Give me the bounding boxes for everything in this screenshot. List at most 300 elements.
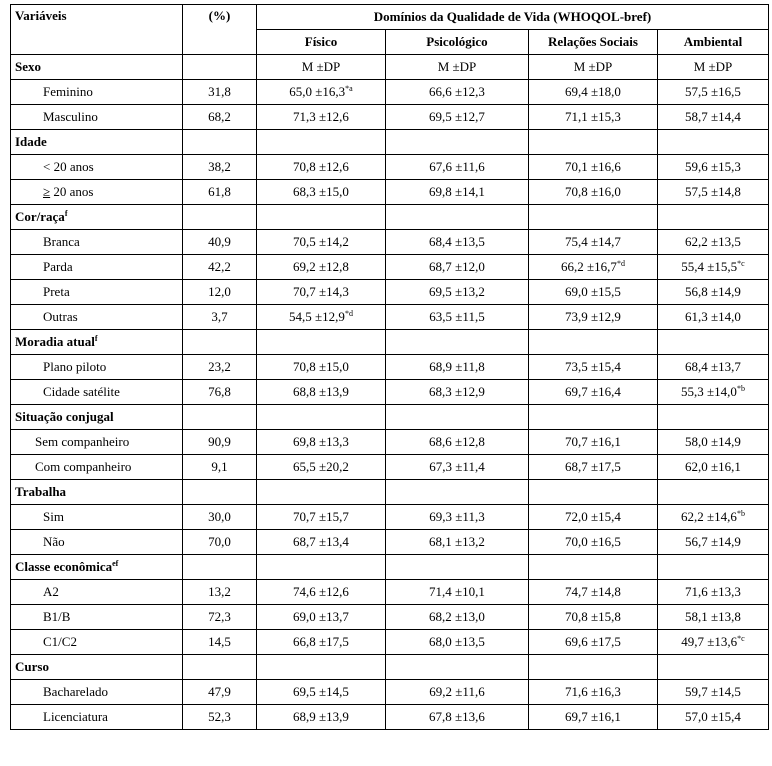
group-title-cell xyxy=(11,655,183,680)
group-title-cell xyxy=(11,480,183,505)
group-title-cell xyxy=(11,205,183,230)
mean-sd-value: 58,1 ±13,8 xyxy=(685,609,741,624)
mean-sd-cell xyxy=(529,605,658,630)
empty-cell xyxy=(257,205,386,230)
mean-sd-cell xyxy=(658,380,769,405)
mean-sd-cell xyxy=(529,280,658,305)
mean-sd-cell xyxy=(529,455,658,480)
significance-mark: *a xyxy=(345,84,353,93)
table-row xyxy=(11,305,769,330)
empty-cell xyxy=(658,405,769,430)
empty-cell xyxy=(257,555,386,580)
percent-cell: 68,2 xyxy=(183,105,257,130)
group-title: Classe econômica xyxy=(15,559,113,574)
mean-sd-value: 56,8 ±14,9 xyxy=(685,284,741,299)
percent-cell: 9,1 xyxy=(183,455,257,480)
mean-sd-value: 69,6 ±17,5 xyxy=(565,634,621,649)
mean-sd-value: 69,5 ±13,2 xyxy=(429,284,485,299)
mean-sd-cell xyxy=(386,105,529,130)
table-row xyxy=(11,230,769,255)
mean-sd-value: 69,8 ±13,3 xyxy=(293,434,349,449)
mean-sd-cell xyxy=(658,680,769,705)
mean-sd-value: 73,5 ±15,4 xyxy=(565,359,621,374)
mean-sd-cell xyxy=(257,455,386,480)
mean-sd-cell xyxy=(386,705,529,730)
table-row xyxy=(11,680,769,705)
mean-sd-value: 75,4 ±14,7 xyxy=(565,234,621,249)
mean-sd-value: 68,9 ±11,8 xyxy=(429,359,485,374)
ge-symbol: ≥ xyxy=(43,184,51,199)
mean-sd-cell xyxy=(386,430,529,455)
table-row xyxy=(11,380,769,405)
percent-cell: 42,2 xyxy=(183,255,257,280)
empty-cell xyxy=(257,480,386,505)
mean-sd-value: 68,3 ±15,0 xyxy=(293,184,349,199)
mean-sd-value: 70,8 ±12,6 xyxy=(293,159,349,174)
mean-sd-value: 68,6 ±12,8 xyxy=(429,434,485,449)
group-footnote-mark: ef xyxy=(112,559,119,568)
mean-sd-cell xyxy=(386,580,529,605)
mean-sd-cell xyxy=(257,105,386,130)
table-row xyxy=(11,255,769,280)
row-label-cell xyxy=(11,80,183,105)
table-row xyxy=(11,605,769,630)
mean-sd-value: 57,5 ±16,5 xyxy=(685,84,741,99)
mean-sd-value: 55,3 ±14,0 xyxy=(681,384,737,399)
mean-sd-value: 68,7 ±12,0 xyxy=(429,259,485,274)
mean-sd-cell xyxy=(658,255,769,280)
header-row-1 xyxy=(11,5,769,30)
row-label: Sem companheiro xyxy=(35,434,130,449)
row-label: Outras xyxy=(43,309,78,324)
mean-sd-value: 62,2 ±13,5 xyxy=(685,234,741,249)
table-row xyxy=(11,580,769,605)
mean-sd-value: 69,4 ±18,0 xyxy=(565,84,621,99)
mean-sd-value: 69,8 ±14,1 xyxy=(429,184,485,199)
group-header-row xyxy=(11,555,769,580)
percent-cell: 61,8 xyxy=(183,180,257,205)
row-label-cell xyxy=(11,505,183,530)
row-label: C1/C2 xyxy=(43,634,77,649)
row-label-cell xyxy=(11,705,183,730)
row-label: Plano piloto xyxy=(43,359,107,374)
mean-sd-value: 68,2 ±13,0 xyxy=(429,609,485,624)
empty-cell xyxy=(529,330,658,355)
group-title: Idade xyxy=(15,134,47,149)
mean-sd-cell xyxy=(257,580,386,605)
table-row xyxy=(11,155,769,180)
mean-sd-cell xyxy=(257,155,386,180)
mean-sd-value: 70,7 ±16,1 xyxy=(565,434,621,449)
percent-cell: 40,9 xyxy=(183,230,257,255)
mean-sd-cell xyxy=(658,455,769,480)
percent-cell: 12,0 xyxy=(183,280,257,305)
mean-sd-value: 68,4 ±13,5 xyxy=(429,234,485,249)
mean-sd-value: 66,2 ±16,7 xyxy=(561,259,617,274)
table-row xyxy=(11,530,769,555)
mean-sd-cell xyxy=(257,530,386,555)
row-label-cell xyxy=(11,305,183,330)
mean-sd-cell xyxy=(257,180,386,205)
mean-sd-cell xyxy=(658,105,769,130)
mean-sd-value: 68,8 ±13,9 xyxy=(293,384,349,399)
row-label: B1/B xyxy=(43,609,71,624)
mean-sd-cell xyxy=(257,380,386,405)
mean-sd-cell xyxy=(386,255,529,280)
mean-sd-cell xyxy=(529,430,658,455)
mean-sd-cell xyxy=(529,530,658,555)
mean-sd-cell xyxy=(529,705,658,730)
mean-sd-value: 69,0 ±13,7 xyxy=(293,609,349,624)
mean-sd-cell xyxy=(257,680,386,705)
mean-sd-cell xyxy=(529,155,658,180)
mean-sd-value: 58,7 ±14,4 xyxy=(685,109,741,124)
mean-sd-cell xyxy=(386,230,529,255)
empty-cell xyxy=(386,330,529,355)
percent-cell: 13,2 xyxy=(183,580,257,605)
significance-mark: *b xyxy=(736,509,745,518)
table-row xyxy=(11,630,769,655)
mean-sd-cell xyxy=(658,605,769,630)
table-body xyxy=(11,5,769,730)
mean-sd-cell xyxy=(529,305,658,330)
group-header-row xyxy=(11,130,769,155)
mean-sd-value: 71,3 ±12,6 xyxy=(293,109,349,124)
mean-sd-value: 69,5 ±14,5 xyxy=(293,684,349,699)
mean-sd-value: 71,6 ±16,3 xyxy=(565,684,621,699)
row-label: Masculino xyxy=(43,109,98,124)
table-row xyxy=(11,705,769,730)
mean-sd-value: 69,0 ±15,5 xyxy=(565,284,621,299)
significance-mark: *d xyxy=(344,309,353,318)
row-label: Com companheiro xyxy=(35,459,132,474)
mean-sd-cell xyxy=(257,505,386,530)
row-label-cell xyxy=(11,280,183,305)
mean-sd-value: 69,2 ±12,8 xyxy=(293,259,349,274)
mean-sd-value: 56,7 ±14,9 xyxy=(685,534,741,549)
group-title: Situação conjugal xyxy=(15,409,114,424)
domain-header-relacoes-sociais: Relações Sociais xyxy=(529,30,658,55)
empty-cell xyxy=(183,655,257,680)
group-title-cell xyxy=(11,330,183,355)
group-title: Curso xyxy=(15,659,49,674)
row-label-cell xyxy=(11,605,183,630)
mean-sd-cell xyxy=(257,430,386,455)
row-label-cell xyxy=(11,355,183,380)
table-row xyxy=(11,280,769,305)
mean-sd-value: 70,7 ±15,7 xyxy=(293,509,349,524)
mean-sd-value: 70,8 ±15,8 xyxy=(565,609,621,624)
mean-sd-value: 69,5 ±12,7 xyxy=(429,109,485,124)
mean-sd-cell xyxy=(529,680,658,705)
mean-sd-value: 65,5 ±20,2 xyxy=(293,459,349,474)
mean-sd-cell xyxy=(658,80,769,105)
empty-cell xyxy=(183,480,257,505)
row-label: Branca xyxy=(43,234,80,249)
significance-mark: *c xyxy=(737,634,745,643)
group-title-cell xyxy=(11,555,183,580)
mean-sd-value: 70,5 ±14,2 xyxy=(293,234,349,249)
significance-mark: *b xyxy=(736,384,745,393)
mean-sd-cell xyxy=(658,355,769,380)
empty-cell xyxy=(183,555,257,580)
mean-sd-value: 69,3 ±11,3 xyxy=(429,509,485,524)
mean-sd-value: 69,2 ±11,6 xyxy=(429,684,485,699)
mean-sd-cell xyxy=(529,580,658,605)
domain-header-ambiental: Ambiental xyxy=(658,30,769,55)
mean-sd-cell xyxy=(529,230,658,255)
qol-domains-table xyxy=(10,4,769,730)
empty-cell xyxy=(658,655,769,680)
mean-sd-cell xyxy=(386,630,529,655)
mean-sd-cell xyxy=(257,630,386,655)
mean-sd-value: 70,1 ±16,6 xyxy=(565,159,621,174)
group-header-row xyxy=(11,405,769,430)
mean-sd-cell xyxy=(386,455,529,480)
group-title-cell xyxy=(11,55,183,80)
mean-sd-cell xyxy=(658,155,769,180)
mean-sd-cell xyxy=(386,280,529,305)
percent-cell: 3,7 xyxy=(183,305,257,330)
mean-sd-cell xyxy=(658,505,769,530)
row-label: Preta xyxy=(43,284,70,299)
mean-sd-value: 57,0 ±15,4 xyxy=(685,709,741,724)
row-label-cell xyxy=(11,430,183,455)
group-title: Cor/raça xyxy=(15,209,65,224)
empty-cell xyxy=(257,405,386,430)
percent-cell: 52,3 xyxy=(183,705,257,730)
empty-cell xyxy=(257,330,386,355)
mean-sd-value: 71,4 ±10,1 xyxy=(429,584,485,599)
table-row xyxy=(11,430,769,455)
mean-sd-value: 58,0 ±14,9 xyxy=(685,434,741,449)
empty-cell xyxy=(386,405,529,430)
domain-header-psicologico: Psicológico xyxy=(386,30,529,55)
mean-sd-value: 68,1 ±13,2 xyxy=(429,534,485,549)
mean-sd-value: 68,3 ±12,9 xyxy=(429,384,485,399)
row-label-cell xyxy=(11,105,183,130)
mean-sd-value: 70,8 ±15,0 xyxy=(293,359,349,374)
percent-cell: 70,0 xyxy=(183,530,257,555)
row-label-cell xyxy=(11,255,183,280)
mean-sd-cell xyxy=(257,305,386,330)
empty-cell xyxy=(183,330,257,355)
empty-cell xyxy=(529,655,658,680)
mean-sd-cell xyxy=(658,630,769,655)
mean-sd-cell xyxy=(386,680,529,705)
mean-sd-value: 55,4 ±15,5 xyxy=(681,259,738,274)
empty-cell xyxy=(658,130,769,155)
empty-cell xyxy=(658,480,769,505)
percent-cell: 14,5 xyxy=(183,630,257,655)
percent-cell: 23,2 xyxy=(183,355,257,380)
table-row xyxy=(11,105,769,130)
mean-sd-cell xyxy=(257,355,386,380)
mean-sd-cell xyxy=(257,605,386,630)
row-label-cell xyxy=(11,580,183,605)
row-label-cell xyxy=(11,680,183,705)
empty-cell xyxy=(529,205,658,230)
empty-cell xyxy=(183,55,257,80)
mean-sd-cell xyxy=(386,355,529,380)
row-label-cell xyxy=(11,530,183,555)
group-header-row xyxy=(11,655,769,680)
empty-cell xyxy=(529,480,658,505)
mean-sd-cell xyxy=(529,80,658,105)
mean-sd-cell xyxy=(386,155,529,180)
mean-sd-value: 71,1 ±15,3 xyxy=(565,109,621,124)
empty-cell xyxy=(183,205,257,230)
mean-sd-value: 74,7 ±14,8 xyxy=(565,584,621,599)
percent-header: (%) xyxy=(183,5,257,55)
mean-sd-value: 68,9 ±13,9 xyxy=(293,709,349,724)
mean-sd-cell xyxy=(529,505,658,530)
mean-sd-value: 68,7 ±17,5 xyxy=(565,459,621,474)
mean-sd-cell xyxy=(257,230,386,255)
mean-sd-value: 62,2 ±14,6 xyxy=(681,509,737,524)
group-title: Trabalha xyxy=(15,484,67,499)
mean-sd-cell xyxy=(658,230,769,255)
empty-cell xyxy=(658,330,769,355)
mean-sd-cell xyxy=(529,380,658,405)
row-label-cell xyxy=(11,230,183,255)
group-header-row xyxy=(11,205,769,230)
empty-cell xyxy=(386,205,529,230)
table-row xyxy=(11,505,769,530)
group-footnote-mark: f xyxy=(94,334,98,343)
table-row xyxy=(11,180,769,205)
mean-sd-value: 65,0 ±16,3 xyxy=(289,84,346,99)
mean-sd-cell xyxy=(658,280,769,305)
row-label-cell xyxy=(11,180,183,205)
stat-label-cell: M ±DP xyxy=(658,55,769,80)
mean-sd-value: 70,0 ±16,5 xyxy=(565,534,621,549)
group-header-row xyxy=(11,330,769,355)
empty-cell xyxy=(529,555,658,580)
mean-sd-cell xyxy=(386,80,529,105)
row-label-cell xyxy=(11,630,183,655)
empty-cell xyxy=(658,205,769,230)
empty-cell xyxy=(386,555,529,580)
row-label-cell xyxy=(11,380,183,405)
stat-label-cell: M ±DP xyxy=(386,55,529,80)
mean-sd-cell xyxy=(257,80,386,105)
mean-sd-cell xyxy=(529,255,658,280)
mean-sd-value: 54,5 ±12,9 xyxy=(289,309,345,324)
significance-mark: *d xyxy=(616,259,625,268)
mean-sd-cell xyxy=(386,605,529,630)
variables-header: Variáveis xyxy=(11,5,183,55)
mean-sd-cell xyxy=(658,705,769,730)
empty-cell xyxy=(529,130,658,155)
group-title-cell xyxy=(11,130,183,155)
mean-sd-cell xyxy=(386,380,529,405)
row-label: Bacharelado xyxy=(43,684,108,699)
stat-label-cell: M ±DP xyxy=(257,55,386,80)
mean-sd-cell xyxy=(386,180,529,205)
row-label: Sim xyxy=(43,509,64,524)
domains-header: Domínios da Qualidade de Vida (WHOQOL-bref) xyxy=(257,5,769,30)
percent-cell: 76,8 xyxy=(183,380,257,405)
mean-sd-value: 59,7 ±14,5 xyxy=(685,684,741,699)
mean-sd-value: 66,8 ±17,5 xyxy=(293,634,349,649)
mean-sd-value: 72,0 ±15,4 xyxy=(565,509,621,524)
percent-cell: 38,2 xyxy=(183,155,257,180)
percent-cell: 30,0 xyxy=(183,505,257,530)
mean-sd-value: 69,7 ±16,4 xyxy=(565,384,621,399)
group-title: Sexo xyxy=(15,59,41,74)
row-label: Feminino xyxy=(43,84,93,99)
mean-sd-cell xyxy=(529,180,658,205)
row-label: A2 xyxy=(43,584,59,599)
row-label: Cidade satélite xyxy=(43,384,120,399)
group-header-row xyxy=(11,480,769,505)
mean-sd-cell xyxy=(658,180,769,205)
mean-sd-value: 70,7 ±14,3 xyxy=(293,284,349,299)
mean-sd-cell xyxy=(257,255,386,280)
empty-cell xyxy=(658,555,769,580)
mean-sd-value: 63,5 ±11,5 xyxy=(429,309,485,324)
empty-cell xyxy=(257,130,386,155)
stat-label-cell: M ±DP xyxy=(529,55,658,80)
mean-sd-cell xyxy=(529,355,658,380)
mean-sd-value: 62,0 ±16,1 xyxy=(685,459,741,474)
row-label-cell xyxy=(11,455,183,480)
mean-sd-value: 68,7 ±13,4 xyxy=(293,534,349,549)
empty-cell xyxy=(257,655,386,680)
table-row xyxy=(11,355,769,380)
row-label: < 20 anos xyxy=(43,159,94,174)
mean-sd-value: 57,5 ±14,8 xyxy=(685,184,741,199)
mean-sd-cell xyxy=(658,430,769,455)
row-label: Parda xyxy=(43,259,73,274)
mean-sd-value: 69,7 ±16,1 xyxy=(565,709,621,724)
percent-cell: 47,9 xyxy=(183,680,257,705)
percent-cell: 90,9 xyxy=(183,430,257,455)
percent-cell: 31,8 xyxy=(183,80,257,105)
empty-cell xyxy=(183,405,257,430)
mean-sd-value: 71,6 ±13,3 xyxy=(685,584,741,599)
empty-cell xyxy=(183,130,257,155)
mean-sd-value: 67,8 ±13,6 xyxy=(429,709,485,724)
mean-sd-cell xyxy=(529,105,658,130)
mean-sd-cell xyxy=(658,530,769,555)
row-label: 20 anos xyxy=(50,184,94,199)
mean-sd-value: 74,6 ±12,6 xyxy=(293,584,349,599)
mean-sd-value: 61,3 ±14,0 xyxy=(685,309,741,324)
domain-header-fisico: Físico xyxy=(257,30,386,55)
group-header-row xyxy=(11,55,769,80)
mean-sd-value: 68,0 ±13,5 xyxy=(429,634,485,649)
mean-sd-cell xyxy=(658,305,769,330)
mean-sd-cell xyxy=(386,305,529,330)
mean-sd-cell xyxy=(257,705,386,730)
mean-sd-cell xyxy=(658,580,769,605)
mean-sd-value: 68,4 ±13,7 xyxy=(685,359,741,374)
table-row xyxy=(11,455,769,480)
mean-sd-value: 66,6 ±12,3 xyxy=(429,84,485,99)
row-label: Licenciatura xyxy=(43,709,108,724)
group-title: Moradia atual xyxy=(15,334,95,349)
mean-sd-value: 67,6 ±11,6 xyxy=(429,159,485,174)
row-label-cell xyxy=(11,155,183,180)
mean-sd-value: 73,9 ±12,9 xyxy=(565,309,621,324)
mean-sd-cell xyxy=(529,630,658,655)
empty-cell xyxy=(529,405,658,430)
percent-cell: 72,3 xyxy=(183,605,257,630)
empty-cell xyxy=(386,130,529,155)
empty-cell xyxy=(386,655,529,680)
